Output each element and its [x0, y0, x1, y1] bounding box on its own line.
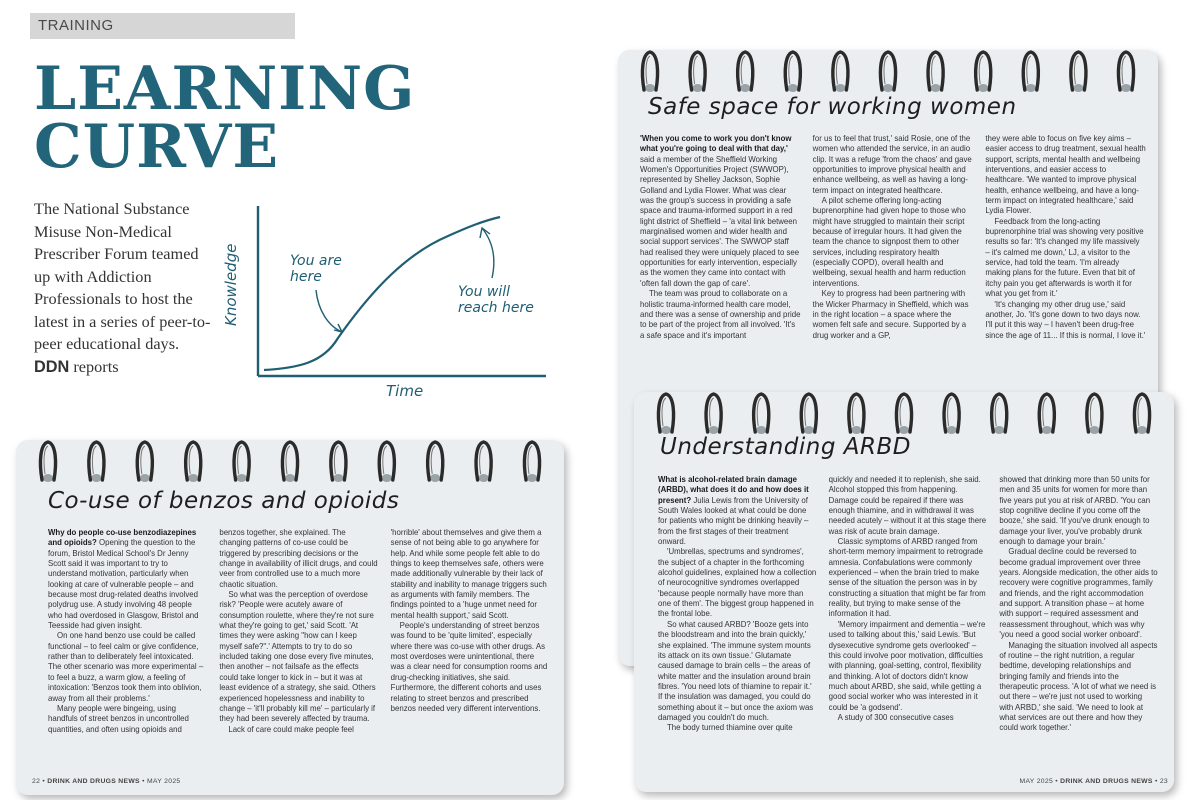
spiral-ring [849, 394, 864, 434]
spiral-ring [234, 442, 249, 482]
paragraph-text: Many people were bingeing, using handfuls of street benzos in uncontrolled quantities, and often using opioids and [48, 703, 189, 734]
note-you-will-reach-1: You will [458, 284, 511, 300]
paragraph-text: 'Memory impairment and dementia – we're used to talking about this,' said Lewis. 'But dysexecutive syndrome gets overlooked' – this could involve poor motivation, difficulties with planning, goal-setting, control, flexibility and thinking. A lot of doctors didn't know much about ARBD, she said, while getting a good social worker who was interested in it could be 'a godsend'. [828, 619, 986, 712]
paragraph [219, 725, 378, 735]
paragraph-text: 'horrible' about themselves and give them a sense of not being able to go anywhere for help. And while some people felt able to do things to keep themselves safe, others were made additionally vulnerable by their lack of stability and inability to manage triggers such as arguments with family members. The findings pointed to a 'huge unmet need for mental health support,' said Scott. [390, 528, 547, 620]
footer-date-left: MAY 2025 [146, 778, 181, 785]
spiral-ring [928, 52, 943, 92]
headline-line-2: CURVE [34, 112, 280, 182]
paragraph [829, 537, 988, 620]
spiral-ring [1071, 52, 1086, 92]
standfirst [34, 198, 214, 378]
paragraph-text: 'Umbrellas, spectrums and syndromes', the subject of a chapter in the forthcoming alcohol guidelines, explained how a collection of neurocognitive syndromes overlapped 'because people normally have more than one of them'. The biggest group happened in the frontal lobe. [658, 547, 817, 619]
standfirst-text: The National Substance Misuse Non-Medical Prescriber Forum teamed up with Addiction Professionals to host the latest in a series of peer-to-peer educational days. [34, 199, 211, 353]
paragraph [219, 528, 378, 590]
page-number-left: 22 [32, 778, 41, 785]
note-you-are-here-2: here [290, 269, 322, 285]
footer-publication-left: DRINK AND DRUGS NEWS [47, 778, 140, 785]
footer-publication-right: DRINK AND DRUGS NEWS [1060, 778, 1153, 785]
article-columns-safe-space [640, 134, 1146, 341]
footer-bullet: • [42, 778, 46, 785]
paragraph-text: Managing the situation involved all aspects of routine – the right nutrition, a regular bedtime, developing relationships and bringing family and friends into the therapeutic process. 'A lot of what we need is out there – we're just not used to working with ARBD,' she said. 'We need to look at what services are out there and how they could work together.' [999, 640, 1158, 733]
spiral-ring [738, 52, 753, 92]
notepad-title-co-use: Co-use of benzos and opioids [48, 488, 400, 514]
article-column [48, 528, 207, 735]
spiral-ring [1118, 52, 1133, 92]
footer-bullet: • [1055, 778, 1058, 785]
paragraph-text: Julia Lewis from the University of South Wales looked at what could be done for patients who might be drinking heavily – from the first stages of their treatment onward. [658, 495, 809, 547]
paragraph-text: said a member of the Sheffield Working Women's Opportunities Project (SWWOP), represented by Shelley Jackson, Sophie Golland and Lydia Flower. What was clear was the group's success in providing a safe space and trauma-informed support in a red light district of Sheffield – 'a vital link between marginalised women and wider health and social support services'. The SWWOP staff had realised they were uniquely placed to see opportunities for early intervention, especially as the women they came into contact with 'often fall down the gap of care'. [640, 154, 800, 288]
note-you-will-reach-2: reach here [458, 300, 534, 316]
footer-bullet: • [1154, 778, 1158, 785]
y-axis-label: Knowledge [222, 243, 240, 326]
spiral-ring [331, 442, 346, 482]
spiral-ring [642, 52, 657, 92]
paragraph [48, 704, 207, 735]
paragraph-text: they were able to focus on five key aims – easier access to drug treatment, sexual health support, scripts, mental health and wellbeing interventions, and easier access to healthcare. 'We wanted to improve physical health, enhance wellbeing, and have a long-term impact on integrated healthcare,' said Lydia Flower. [985, 134, 1146, 216]
paragraph [829, 620, 988, 713]
paragraph-text: showed that drinking more than 50 units for men and 35 units for women for more than five years put you at risk of ARBD. 'You can stop cognitive decline if you come off the booze,' she said. 'If you've drunk enough to damage your liver, you've probably drunk enough to damage your brain.' [999, 475, 1151, 547]
paragraph-text: Lack of care could make people feel [228, 724, 354, 734]
spiral-ring [944, 394, 959, 434]
spiral-ring [1087, 394, 1102, 434]
paragraph-text: Gradual decline could be reversed to become gradual improvement over three years. Alongside medication, the other aids to recovery were cognitive programmes, family and friends, and the right accommodation and support. A transition phase – at home with support – required assessment and reassessment throughout, which was why 'you need a good social worker onboard'. [999, 547, 1158, 640]
spiral-ring [833, 52, 848, 92]
spiral-ring [1134, 394, 1149, 434]
spiral-ring [690, 52, 705, 92]
article-column [391, 528, 550, 735]
note-you-are-here-1: You are [290, 253, 342, 269]
headline [34, 54, 416, 182]
article-column [658, 475, 817, 734]
paragraph [658, 547, 817, 619]
spiral-ring [89, 442, 104, 482]
spiral-ring [976, 52, 991, 92]
paragraph [391, 621, 550, 714]
notepad-title-arbd: Understanding ARBD [660, 434, 911, 460]
footer-date-right: MAY 2025 [1019, 778, 1054, 785]
paragraph [219, 590, 378, 724]
paragraph [985, 300, 1146, 341]
paragraph [999, 475, 1158, 547]
page-number-right: 23 [1159, 778, 1168, 785]
arrow-reach-here [482, 228, 494, 278]
article-column [985, 134, 1146, 341]
footer-bullet: • [142, 778, 145, 785]
paragraph-text: A pilot scheme offering long-acting buprenorphine had given hope to those who might have struggled to maintain their script because of irregular hours. It had given the team the chance to signpost them to other services, including respiratory health (especially COPD), overall health and wellbeing, sexual health and harm reduction interventions. [812, 196, 966, 288]
paragraph [999, 547, 1158, 640]
paragraph [640, 134, 801, 289]
spiral-ring [880, 52, 895, 92]
paragraph [829, 475, 988, 537]
paragraph [813, 134, 974, 196]
spiral-ring [658, 394, 673, 434]
spiral-ring [282, 442, 297, 482]
paragraph-text: On one hand benzo use could be called functional – to feel calm or give confidence, rather than to deliberately feel intoxicated. The other scenario was more experimental – to feel a buzz, a warm glow, a feeling of intoxication: 'Benzos took them into oblivion, away from all their problems.' [48, 631, 204, 703]
paragraph [813, 196, 974, 289]
headline-line-1: LEARNING [34, 54, 416, 124]
spiral-ring [137, 442, 152, 482]
article-columns-arbd [658, 475, 1158, 734]
spiral-ring [754, 394, 769, 434]
spiral-ring [785, 52, 800, 92]
paragraph-lead: What is alcohol-related brain damage (ARBD), what does it do and how does it present? [658, 475, 809, 505]
article-column [813, 134, 974, 341]
paragraph-text: So what caused ARBD? 'Booze gets into the bloodstream and into the brain quickly,' she explained. 'The immune system mounts its attack on its own tissue.' Glutamate caused damage to brain cells – the areas of white matter and the insulation around brain fibres. 'You need lots of thiamine to repair it.' If the insulation was damaged, you could do something about it – but once the axiom was damaged you couldn't do much. [658, 619, 814, 722]
paragraph-lead: Why do people co-use benzodiazepines and opioids? [48, 528, 197, 548]
paragraph-text: benzos together, she explained. The changing patterns of co-use could be triggered by prescribing decisions or the change in availability of illicit drugs, and could veer from controlled use to a much more chaotic situation. [219, 528, 378, 589]
paragraph-text: Classic symptoms of ARBD ranged from short-term memory impairment to retrograde amnesia. Confabulations were commonly experienced – when the brain tried to make sense of the situation the person was in by constructing a situation that might be far from reality, but trying to make sense of the information it had. [828, 537, 986, 619]
paragraph-text: 'It's changing my other drug use,' said another, Jo. 'It's gone down to two days now. I'll put it this way – I haven't been drug-free since the age of 11... If this is normal, I love it.' [985, 299, 1146, 340]
spiral-ring [428, 442, 443, 482]
standfirst-suffix: reports [69, 356, 119, 376]
paragraph-text: Opening the question to the forum, Bristol Medical School's Dr Jenny Scott said it was important to try to understand motivation, particularly when looking at care of vulnerable people – and because most drug-related deaths involved polydrug use. A study involving 48 people who had overdosed in Glasgow, Bristol and Teesside had given insight. [48, 538, 199, 631]
paragraph [999, 641, 1158, 734]
paragraph [829, 713, 988, 723]
article-columns-co-use [48, 528, 550, 735]
spiral-ring [379, 442, 394, 482]
paragraph [985, 134, 1146, 217]
article-column [219, 528, 378, 735]
paragraph [640, 289, 801, 341]
paragraph [985, 217, 1146, 300]
paragraph-lead: 'When you come to work you don't know what you're going to deal with that day,' [640, 134, 792, 154]
spiral-ring [706, 394, 721, 434]
spiral-ring [40, 442, 55, 482]
paragraph-text: People's understanding of street benzos was found to be 'quite limited', especially where there was co-use with other drugs. As most overdoses were unintentional, there was a clear need for consumption rooms and drug-checking initiatives, she said. Furthermore, the different cohorts and uses relating to street benzos and prescribed benzos needed very different interventions. [390, 621, 548, 713]
paragraph-text: Key to progress had been partnering with the Wicker Pharmacy in Sheffield, which was in the right location – a space where the women felt safe and secure. Supported by a drug worker and a GP, [812, 289, 969, 340]
spiral-ring [992, 394, 1007, 434]
spiral-ring [1023, 52, 1038, 92]
spiral-ring [1039, 394, 1054, 434]
article-column [999, 475, 1158, 734]
section-tab [30, 13, 295, 39]
spiral-ring [801, 394, 816, 434]
notepad-co-use [16, 440, 564, 795]
spiral-ring [476, 442, 491, 482]
learning-curve-graphic [222, 198, 550, 404]
standfirst-brand: DDN [34, 357, 70, 376]
section-label: TRAINING [38, 17, 114, 34]
paragraph-text: for us to feel that trust,' said Rosie, one of the women who attended the service, in an audio clip. It was a refuge 'from the chaos' and gave opportunities to improve physical health and enhance wellbeing, as well as having a long-term impact on integrated healthcare. [812, 134, 972, 195]
paragraph [658, 475, 817, 547]
paragraph [391, 528, 550, 621]
paragraph [813, 289, 974, 341]
footer-left [32, 778, 180, 785]
article-column [829, 475, 988, 734]
article-column [640, 134, 801, 341]
spiral-ring [186, 442, 201, 482]
paragraph-text: So what was the perception of overdose risk? 'People were acutely aware of consumption roulette, where they're not sure what they're going to get,' said Scott. 'At times they were asking "how can I keep myself safe?".' Attempts to try to do so included taking one dose every five minutes, then another – not failsafe as the effects could take longer to kick in – but it was at least evidence of a strategy, she said. Others experienced hopelessness and inability to change – 'it'll probably kill me' – particularly if they had been severely affected by trauma. [219, 590, 376, 724]
paragraph [48, 528, 207, 631]
notepad-title-safe-space: Safe space for working women [648, 94, 1017, 120]
x-axis-label: Time [386, 382, 424, 400]
footer-right [1020, 778, 1168, 785]
paragraph-text: The team was proud to collaborate on a holistic trauma-informed health care model, and there was a sense of ownership and pride to be part of the project from all involved. 'It's a safe space and it's important [640, 289, 801, 340]
paragraph-text: A study of 300 consecutive cases [837, 712, 954, 722]
spiral-ring [524, 442, 539, 482]
paragraph-text: Feedback from the long-acting buprenorphine trial was showing very positive results so far: 'It's changed my life massively – it's calmed me down,' LJ, a visitor to the service, had told the team. 'I'm already making plans for the future. Even that bit of itchy pain you get afterwards is worth it for what you get from it.' [985, 216, 1144, 299]
spiral-ring [896, 394, 911, 434]
paragraph [48, 631, 207, 703]
paragraph [658, 620, 817, 723]
paragraph [658, 723, 817, 733]
notepad-arbd [634, 392, 1174, 792]
paragraph-text: quickly and needed it to replenish, she said. Alcohol stopped this from happening. Damage could be repaired if there was enough thiamine, and in withdrawal it was needed acutely – without it at this stage there was risk of acute brain damage. [828, 475, 987, 536]
paragraph-text: The body turned thiamine over quite [667, 723, 793, 733]
